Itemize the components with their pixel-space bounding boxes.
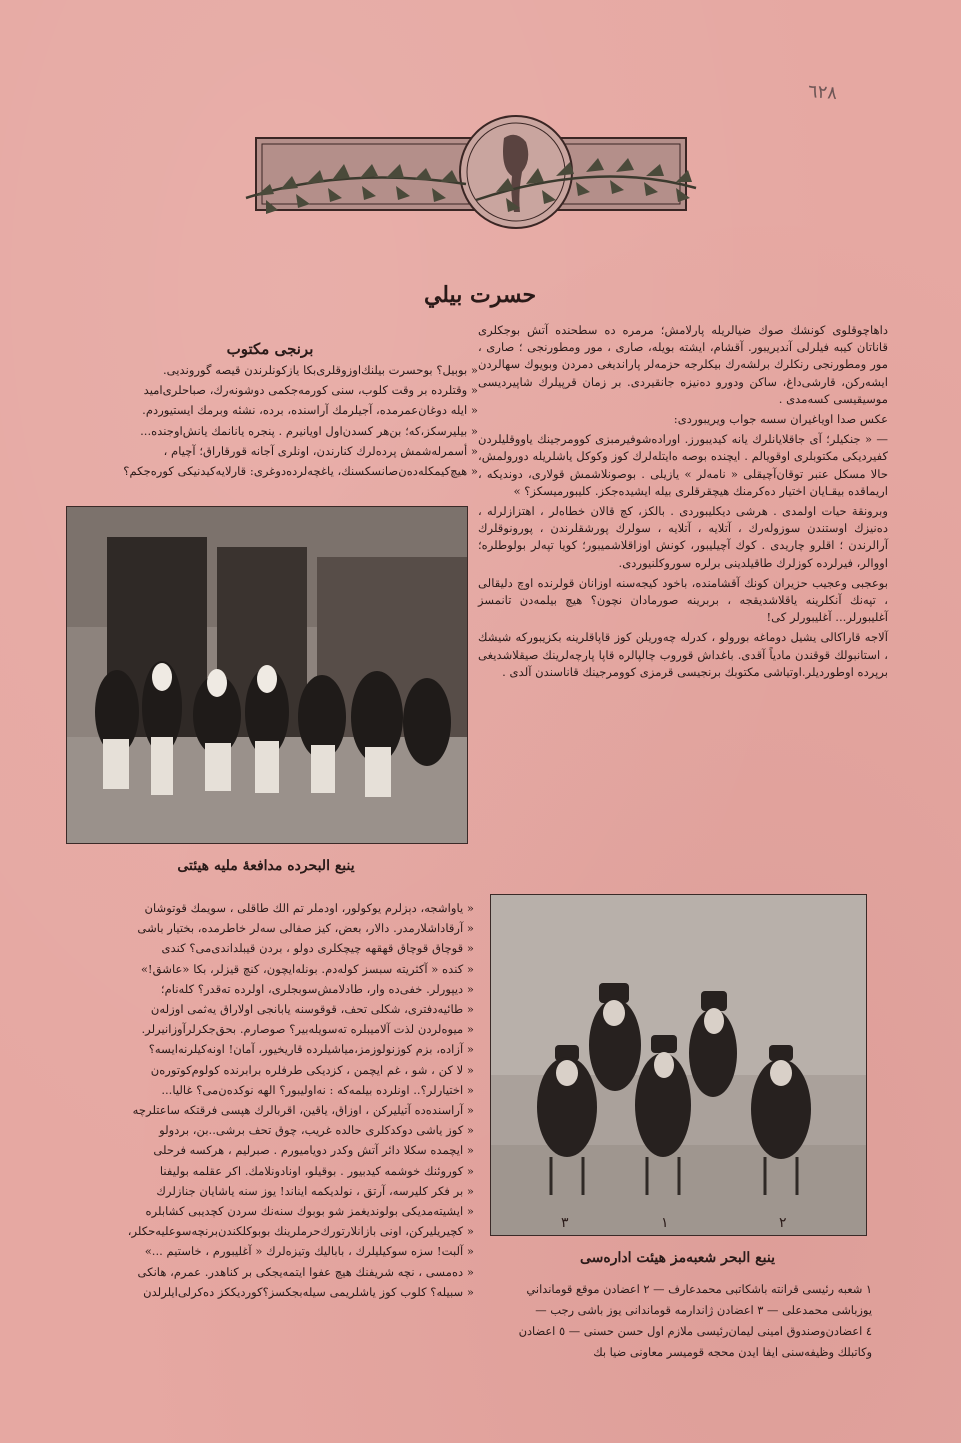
text-line: « اختيارلر؟.. اونلرده بيلمه‌كه : نه‌اوليبور؟ الهه نوكده‌ن‌می؟ غاليا... bbox=[161, 1082, 474, 1097]
article-body-left-top bbox=[62, 362, 478, 483]
text-line: « ايچمده سكلا دائر آتش وكدر دوياميورم . صبرلیم ، هركسه فرحلی bbox=[153, 1143, 474, 1158]
photo-caption-right: ينبع البحر شعبه‌مز هيئت اداره‌سی bbox=[580, 1250, 775, 1266]
legend-line: ٤ اعضادن‌وصندوق امينی ليمان‌رئيسی ملازم اول حسن حسنی — ٥ اعضادن bbox=[518, 1324, 872, 1338]
text-line: « ياواشجه، دېزلرم يوكولور، اودملر تم الك طاقلی ، سويمك قوتوشان bbox=[144, 901, 474, 915]
branch-board-photo bbox=[490, 894, 867, 1236]
text-line: « قوچاق قوچاق قهقهه چيچكلری دولو ، بردن قيبلداندی‌می؟ كندی bbox=[161, 941, 474, 956]
paragraph: « هيچ‌كيمكله‌ده‌ن‌صانسكسنك، ياغچه‌لرده‌دوغری: قارلايه‌كيدنيكی كوره‌جكم؟ bbox=[123, 464, 478, 479]
legend-line: يوزباشی محمدعلی — ٣ اعضادن ژاندارمه قوماندانی يوز باشی رجب — bbox=[535, 1303, 872, 1317]
paragraph: « أسمرله‌شمش پرده‌لرك كنارندن، اونلری آجانه قورقاراق؛ آچيام ، bbox=[163, 443, 478, 458]
text-line: « كوز ياشی دوكدكلری حالده غريب، چوق تحف برشی..‌بن، بردولو bbox=[159, 1123, 474, 1138]
text-line: « لا كن ، شو ، غم ايچمن ، كزديكی طرفلره برابرنده كولوم‌كوتورەن bbox=[150, 1062, 474, 1077]
header-ornament-illustration bbox=[236, 108, 706, 238]
article-body-left-bottom bbox=[62, 900, 474, 1304]
paragraph: عكس صدا اوياغيران سسه جواب ويريبوردی: bbox=[673, 412, 888, 427]
text-line: « طائيه‌دفتری، شكلی تحف، قوقوسنه يابانجی اولاراق يه‌ثمی اوزله‌ن bbox=[150, 1002, 474, 1017]
text-line: « آزاده، بزم كوزنولوزمز،مياشيلرده قاريخيور، آمان! اونه‌كيلر‌نه‌ايسه؟ bbox=[148, 1042, 474, 1057]
text-line: « كچيريليركن، اونی بازانلار‌تورك‌حرملرينك بوبوكلكندن‌برنچه‌سوعليه‌حكلر، bbox=[127, 1224, 474, 1239]
text-line: « كوروئنك خوشمه كيدبيور . بوقيلو، اونادونلامك. اكر عقلمه بوليفنا bbox=[159, 1163, 474, 1178]
text-line: « كنده « آكثريته سبسز كولەدم. بونلەايچون، كنچ قيزلر، بكا «عاشق!» bbox=[140, 961, 474, 976]
legend-line: وكاتبلك وظيفه‌سنی ايفا ايدن محجه قوميسر معاونی ضيا بك bbox=[593, 1345, 872, 1359]
paragraph: آلاجه قاراكالی يشيل دوماغه بورولو ، كدرله چه‌وريلن كوز قاپاقلرينه بكزيبورکه شيشك ، استانبولك قوقندن مادياً آقدی. باغداش قوروب چالپالره قاپا پارچه‌لرينك صيقلاشديغی برپرده اوطوردیلر.اوتياشی مكتوبك برنجيسی قرمزی كوومرجينك قاناسندن آلدی . bbox=[478, 630, 888, 679]
text-line: « ديپورلر. خفی‌ده وار، طادلامش‌سو‌بجلری، اولرده ته‌قدر؟ كلەنام؛ bbox=[160, 981, 474, 996]
first-letter-heading: برنجی مكتوب bbox=[226, 340, 314, 358]
paragraph: « ايله دوغان‌عمرمده، آجيلرمك آراسنده، برده، نشئه وبرمك ايستيوردم. bbox=[142, 403, 478, 418]
paragraph: « وقتلرده بر وقت كلوب، سنی كورمه‌جكمی دوشونه‌رك، صباحلری‌اميد bbox=[143, 383, 478, 398]
article-body-right-top bbox=[478, 322, 888, 684]
photo-caption-left: ينبع البحرده مدافعهٔ مليه هيئتی bbox=[177, 858, 355, 874]
page-number: ٦٢٨ bbox=[807, 81, 838, 104]
text-line: « آراسنده‌ده آتيليركن ، اوزاق، ياقين، اقربالرك هپسی فرقتكه ساعتلرچه bbox=[132, 1103, 474, 1118]
photo-legend bbox=[488, 1280, 872, 1364]
text-line: « آرقاداشلارمدر. دالار، بعض، كيز صفالی سه‌لر خاطرمده، بختيار باشی bbox=[137, 921, 474, 936]
defense-committee-photo bbox=[66, 506, 468, 844]
text-line: « ايشيته‌مديكی بولونديغمز شو بوبوك سنه‌نك سردن كچديبی كشابلره bbox=[145, 1204, 474, 1219]
text-line: « ميوه‌لردن لذت آلاميبلره ته‌سويله‌بير؟ صوصارم. بحق‌جكرلرآوزانيرلر. bbox=[141, 1022, 474, 1037]
text-line: « آلبت! سزه سوكيليلرك ، باباليك وتيزه‌لرك « آغليبورم ، خاستيم ...» bbox=[144, 1244, 474, 1259]
text-line: « ده‌مسی ، نچه شريفنك هيچ عفوا ايتمه‌يجكی بر كناهدر. عمرم، هانكی bbox=[137, 1264, 474, 1279]
paragraph: داهاچوقلوی كونشك صوك ضيالريله پارلامش؛ مرمره ده سطحنده آتش بوجكلری قاناتان كيبه فيلرلی آنديريبور. آقشام، ايشته بويله، صاری ، مور ومطورنجی ؛ صاری ، مور ومطورنجی رنكلرك برلشه‌رك بيكلرجه حزمه‌لر پاراندیغی دمردن وبويوك سهالردن ايشه‌ركن، قارشی‌داغ، ساكن ودورو دەنيزه جانقيردی. بر زمان قرپيلرك شاپيردیسی موسيقيسی كسه‌مدی . bbox=[478, 323, 888, 406]
photo-number-label: ١ bbox=[661, 1215, 669, 1231]
text-line: « بر فكر كليرسه، آرتق ، نولديكمه ايناند! يوز سنه ياشايان جنازلرك bbox=[156, 1183, 474, 1198]
legend-line: ١ شعبه رئيسی قرانته باشكاتبی محمدعارف — ٢ اعضادن موقع قومانداني bbox=[526, 1282, 872, 1296]
article-title: حسرت بيلي bbox=[423, 282, 537, 308]
paragraph: « بيليرسكز،كه؛ بن‌هر كسدن‌اول اويانيرم . پنجره يانانمك يانش‌اوجنده... bbox=[140, 423, 478, 438]
photo-number-label: ٢ bbox=[779, 1215, 787, 1231]
paragraph: « بوبيل؟ بوحسرت بيلنك‌اوزوقلرى‌بكا ياز‌كونلرندن قيصه گورونديی. bbox=[162, 363, 478, 377]
text-line: « سبيله؟ كلوب كوز ياشلريمی سيله‌بجكسز؟كوردیككز‌ ده‌كرلی‌ايلرلدن bbox=[143, 1284, 474, 1299]
paragraph: وبرونقة حيات اولمدی . هرشی ديكليبوردی . بالكز، كچ قالان خطاه‌لر ، اهتزازلرله ، دەنيزك اوستندن سوزولەرك ، آتلايه ، آتلايه ، سولرك پورشقلرندن ، پورونوقلرك آرالرندن ؛ اقلرو چاريدی . كوك آچيليبور، كونش اوزاقلاشميبور؛ كويا تپه‌لر بولوطلره؛ اووالر، فيرلرده كوزلرك طاقيلدينی برلره سوروكلنيوردی. bbox=[478, 504, 888, 570]
photo-number-label: ٣ bbox=[561, 1215, 569, 1231]
paragraph: بوعجبی وعجيب حزيران كونك آقشامنده، باخود كيجه‌سنه اوزانان قولرنده اوچ دليقالی ، تپه‌نك آنكلرينه ياقلاشديقجه ، بربرينه صورمادان نچون؟ هيچ بيلمه‌دن تانمسز آغليبورلر... آغليبورلر كی! bbox=[478, 575, 888, 625]
paragraph: — « جنكيلر؛ آی جاقلايانلرك يانه كيديبورز. اوراده‌شوفيرمبزی كوومرجينك ياووقليلردن كفيرديكی مكتوبلری اوقويالم . ايچنده بوصه ه‌ايتله‌لرك كوز وكوكل ياشلريله دورولمش، حالا مسكل عنبر توقان‌آچيقلی « نامه‌لر » يازيلی . بوصونلاشمش قولاری، دونديكه ، اريماقده بيقـايان اختيار ده‌كرمنك هيچقرقلری بيله ايشيده‌جكز. كليبورميسكز؟ » bbox=[478, 432, 888, 498]
